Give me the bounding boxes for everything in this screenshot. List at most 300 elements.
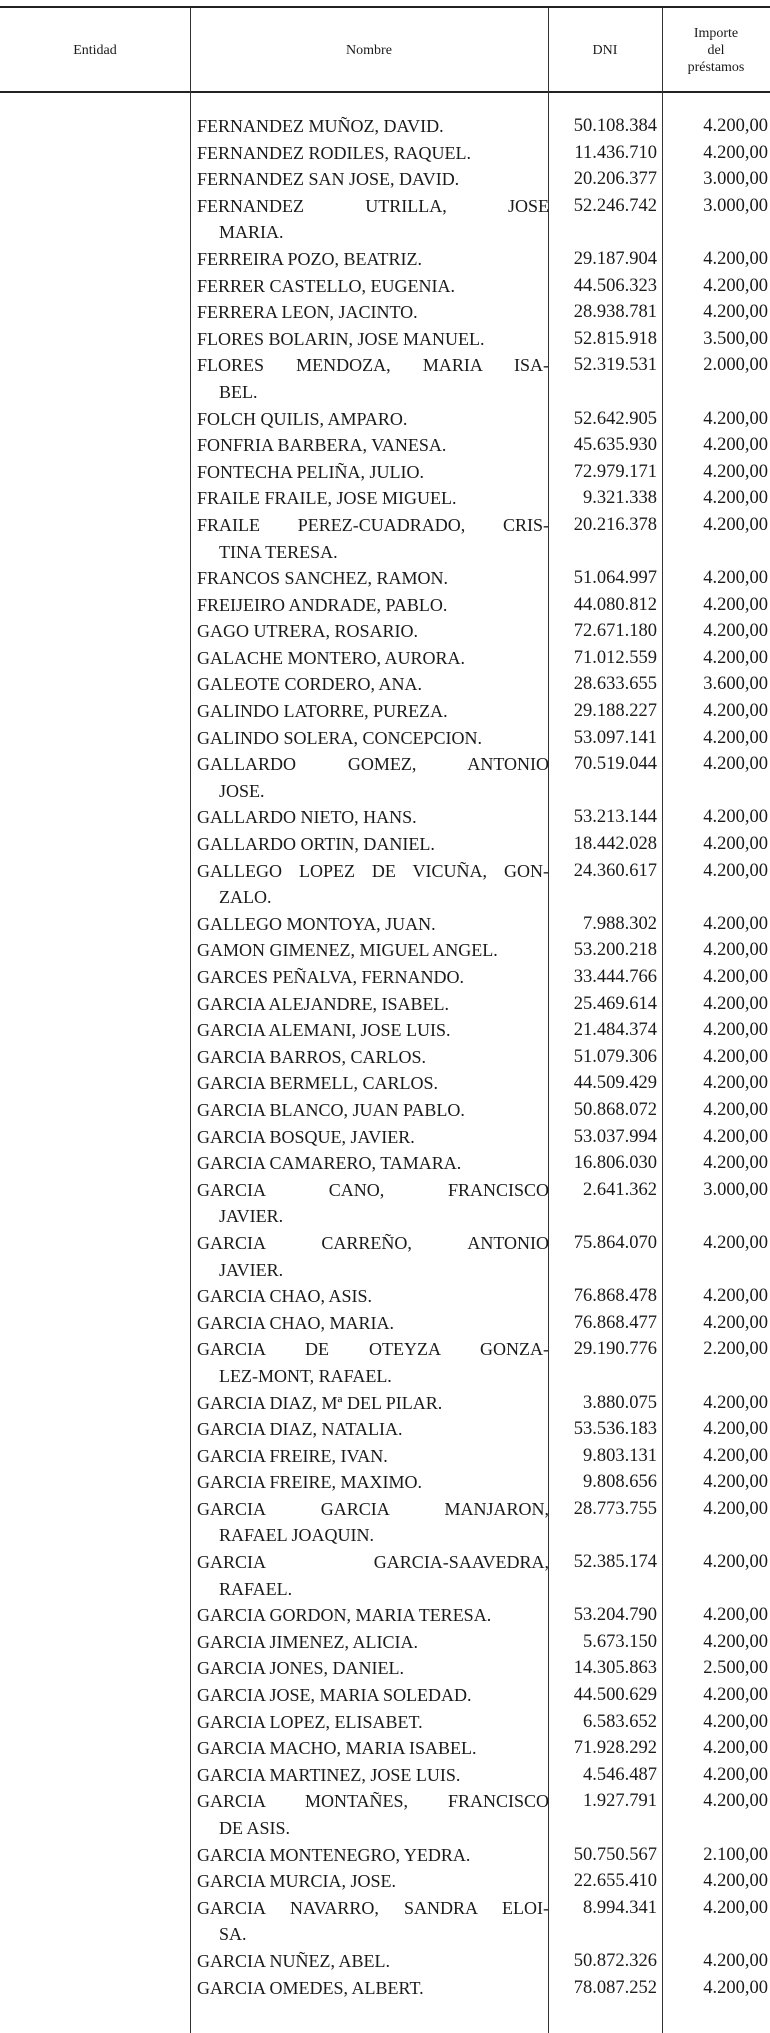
importe-cell [663,858,770,911]
nombre-line: GALLEGO MONTOYA, JUAN. [197,913,436,934]
importe-value: 4.200,00 [703,1711,768,1732]
dni-cell [549,592,663,619]
table-row [0,1682,770,1709]
dni-cell [549,645,663,672]
table-row [0,1602,770,1629]
importe-cell [663,1150,770,1177]
dni-value: 4.546.487 [583,1764,657,1785]
table-row [0,1283,770,1310]
importe-value: 4.200,00 [703,913,768,934]
nombre-cell [190,858,549,911]
importe-value: 4.200,00 [703,1738,768,1759]
table-row [0,565,770,592]
table-row [0,1443,770,1470]
importe-cell [663,193,770,246]
dni-cell [549,1017,663,1044]
dni-cell [549,1975,663,2002]
dni-cell [549,1150,663,1177]
table-row [0,406,770,433]
dni-value: 11.436.710 [574,142,657,163]
nombre-line: MARIA. [219,222,284,243]
table-row [0,1788,770,1841]
nombre-line: GARCIA LOPEZ, ELISABET. [197,1711,423,1732]
importe-value: 4.200,00 [703,1552,768,1573]
nombre-cell [190,725,549,752]
table-row [0,698,770,725]
nombre-line: GALEOTE CORDERO, ANA. [197,674,422,695]
table-row [0,113,770,140]
importe-cell [663,937,770,964]
table-row [0,459,770,486]
table-row [0,911,770,938]
importe-cell [663,1070,770,1097]
importe-value: 2.200,00 [703,1339,768,1360]
nombre-line: GARCIA BARROS, CARLOS. [197,1046,427,1067]
entidad-cell [0,565,190,592]
importe-cell [663,113,770,140]
nombre-line: GARCIA CANO, FRANCISCO [197,1179,549,1200]
dni-cell [549,113,663,140]
dni-value: 20.206.377 [573,169,657,190]
dni-value: 45.635.930 [573,435,657,456]
table-row [0,1868,770,1895]
importe-value: 4.200,00 [703,142,768,163]
table-row [0,1948,770,1975]
nombre-line: FERREIRA POZO, BEATRIZ. [197,248,423,269]
table-row [0,964,770,991]
nombre-cell [190,565,549,592]
nombre-cell [190,1230,549,1283]
table-body [0,113,770,2001]
header-importe-line: del [707,42,725,58]
dni-cell [549,1682,663,1709]
dni-value: 53.213.144 [573,807,657,828]
dni-cell [549,432,663,459]
nombre-cell [190,592,549,619]
importe-cell [663,1655,770,1682]
dni-value: 28.633.655 [573,674,657,695]
dni-value: 29.190.776 [573,1339,657,1360]
dni-value: 53.200.218 [573,940,657,961]
dni-value: 52.246.742 [573,195,657,216]
nombre-line: GALLARDO ORTIN, DANIEL. [197,834,435,855]
entidad-cell [0,618,190,645]
dni-value: 72.671.180 [573,621,657,642]
table-row [0,1150,770,1177]
dni-value: 6.583.652 [583,1711,657,1732]
entidad-cell [0,725,190,752]
nombre-cell [190,1177,549,1230]
importe-value: 3.500,00 [703,328,768,349]
dni-cell [549,1948,663,1975]
nombre-line: FERNANDEZ SAN JOSE, DAVID. [197,169,460,190]
dni-value: 50.108.384 [573,116,657,136]
entidad-cell [0,193,190,246]
nombre-cell [190,1017,549,1044]
nombre-line: FERNANDEZ RODILES, RAQUEL. [197,142,471,163]
entidad-cell [0,1310,190,1337]
dni-cell [549,1044,663,1071]
importe-value: 4.200,00 [703,1977,768,1998]
nombre-line: FRAILE PEREZ-CUADRADO, CRIS- [197,514,549,535]
importe-cell [663,1469,770,1496]
importe-cell [663,565,770,592]
importe-value: 4.200,00 [703,488,768,509]
dni-value: 52.319.531 [573,355,657,376]
entidad-cell [0,1097,190,1124]
dni-cell [549,1230,663,1283]
importe-value: 4.200,00 [703,701,768,722]
table-row [0,858,770,911]
nombre-cell [190,1948,549,1975]
dni-cell [549,565,663,592]
nombre-line: DE ASIS. [219,1818,291,1838]
importe-cell [663,1975,770,2002]
importe-cell [663,964,770,991]
dni-cell [549,1097,663,1124]
entidad-cell [0,1017,190,1044]
table-row [0,352,770,405]
dni-value: 24.360.617 [573,860,657,881]
dni-cell [549,618,663,645]
dni-value: 52.385.174 [573,1552,657,1573]
dni-cell [549,1124,663,1151]
nombre-cell [190,1390,549,1417]
nombre-line: GARCIA MONTENEGRO, YEDRA. [197,1844,471,1865]
dni-value: 52.815.918 [573,328,657,349]
importe-value: 4.200,00 [703,1897,768,1918]
importe-value: 4.200,00 [703,1286,768,1307]
importe-value: 4.200,00 [703,807,768,828]
dni-value: 9.803.131 [583,1445,657,1466]
importe-cell [663,1230,770,1283]
table-row [0,1762,770,1789]
dni-value: 29.187.904 [573,248,657,269]
nombre-line: GARCIA OMEDES, ALBERT. [197,1977,424,1998]
entidad-cell [0,1283,190,1310]
importe-cell [663,406,770,433]
nombre-line: FLORES BOLARIN, JOSE MANUEL. [197,328,485,349]
nombre-line: FRANCOS SANCHEZ, RAMON. [197,568,449,589]
importe-cell [663,1895,770,1948]
nombre-cell [190,326,549,353]
nombre-cell [190,1124,549,1151]
table-row [0,1709,770,1736]
header-dni-label: DNI [592,42,618,58]
importe-value: 4.200,00 [703,1126,768,1147]
importe-cell [663,991,770,1018]
importe-cell [663,299,770,326]
nombre-cell [190,1868,549,1895]
nombre-cell [190,512,549,565]
table-row [0,140,770,167]
entidad-cell [0,1682,190,1709]
importe-cell [663,911,770,938]
nombre-cell [190,937,549,964]
table-row [0,273,770,300]
importe-cell [663,831,770,858]
nombre-line: GARCIA GARCIA-SAAVEDRA, [197,1552,549,1573]
table-row [0,1975,770,2002]
table-row [0,804,770,831]
entidad-cell [0,645,190,672]
importe-value: 4.200,00 [703,647,768,668]
dni-cell [549,1416,663,1443]
table-row [0,618,770,645]
dni-value: 53.097.141 [573,727,657,748]
nombre-line: GARCIA CHAO, ASIS. [197,1286,373,1307]
dni-value: 44.500.629 [573,1685,657,1706]
entidad-cell [0,964,190,991]
entidad-cell [0,299,190,326]
dni-cell [549,299,663,326]
nombre-line: JAVIER. [219,1206,284,1227]
importe-cell [663,1177,770,1230]
dni-cell [549,352,663,405]
dni-cell [549,406,663,433]
dni-value: 70.519.044 [573,754,657,775]
importe-cell [663,432,770,459]
dni-value: 44.506.323 [573,275,657,296]
importe-value: 4.200,00 [703,1445,768,1466]
nombre-line: FERNANDEZ UTRILLA, JOSE [197,195,549,216]
entidad-cell [0,1868,190,1895]
nombre-line: GARCIA CHAO, MARIA. [197,1312,395,1333]
dni-cell [549,1602,663,1629]
dni-cell [549,937,663,964]
nombre-line: GARCIA MONTAÑES, FRANCISCO [197,1791,549,1812]
nombre-line: GALLEGO LOPEZ DE VICUÑA, GON- [197,860,549,881]
nombre-line: JAVIER. [219,1259,284,1280]
header-importe-line: préstamos [687,59,745,75]
nombre-line: GARCIA MURCIA, JOSE. [197,1871,397,1892]
entidad-cell [0,326,190,353]
dni-value: 20.216.378 [573,514,657,535]
table-row [0,326,770,353]
dni-cell [549,459,663,486]
dni-cell [549,1443,663,1470]
importe-value: 4.200,00 [703,1950,768,1971]
importe-cell [663,1097,770,1124]
entidad-cell [0,751,190,804]
dni-cell [549,1390,663,1417]
importe-value: 4.200,00 [703,1472,768,1493]
importe-cell [663,1044,770,1071]
importe-value: 4.200,00 [703,435,768,456]
entidad-cell [0,1177,190,1230]
dni-cell [549,1469,663,1496]
nombre-line: BEL. [219,381,258,402]
importe-cell [663,1496,770,1549]
nombre-cell [190,1469,549,1496]
nombre-line: LEZ-MONT, RAFAEL. [219,1365,392,1386]
nombre-cell [190,1682,549,1709]
importe-cell [663,1602,770,1629]
nombre-line: GALACHE MONTERO, AURORA. [197,647,466,668]
entidad-cell [0,1044,190,1071]
entidad-cell [0,406,190,433]
entidad-cell [0,1469,190,1496]
dni-value: 53.204.790 [573,1605,657,1626]
table-row [0,1735,770,1762]
table-row [0,671,770,698]
dni-cell [549,804,663,831]
dni-cell [549,326,663,353]
entidad-cell [0,432,190,459]
nombre-line: GARCIA MACHO, MARIA ISABEL. [197,1738,477,1759]
nombre-cell [190,618,549,645]
entidad-cell [0,1788,190,1841]
dni-cell [549,273,663,300]
nombre-cell [190,459,549,486]
importe-value: 3.000,00 [703,169,768,190]
entidad-cell [0,273,190,300]
nombre-cell [190,1788,549,1841]
importe-cell [663,1682,770,1709]
nombre-line: GARCIA GORDON, MARIA TERESA. [197,1605,492,1626]
nombre-cell [190,1283,549,1310]
dni-cell [549,1762,663,1789]
dni-value: 9.808.656 [583,1472,657,1493]
importe-cell [663,326,770,353]
importe-value: 4.200,00 [703,1764,768,1785]
dni-cell [549,751,663,804]
entidad-cell [0,698,190,725]
entidad-cell [0,1549,190,1602]
importe-cell [663,1842,770,1869]
nombre-cell [190,1975,549,2002]
importe-cell [663,671,770,698]
importe-cell [663,1416,770,1443]
header-importe-line: Importe [693,25,739,41]
table-row [0,831,770,858]
entidad-cell [0,671,190,698]
table-row [0,1496,770,1549]
nombre-line: JOSE. [219,780,265,801]
nombre-cell [190,1044,549,1071]
entidad-cell [0,512,190,565]
nombre-cell [190,193,549,246]
header-nombre-label: Nombre [346,42,392,58]
nombre-cell [190,1336,549,1389]
entidad-cell [0,1602,190,1629]
nombre-cell [190,698,549,725]
importe-cell [663,1017,770,1044]
dni-cell [549,911,663,938]
table-row [0,1842,770,1869]
nombre-cell [190,406,549,433]
header-entidad [0,8,190,92]
importe-value: 4.200,00 [703,275,768,296]
dni-value: 14.305.863 [573,1658,657,1679]
importe-value: 2.100,00 [703,1844,768,1865]
dni-value: 53.536.183 [573,1419,657,1440]
nombre-cell [190,246,549,273]
table-row [0,1390,770,1417]
table-row [0,166,770,193]
nombre-cell [190,1310,549,1337]
entidad-cell [0,113,190,140]
entidad-cell [0,1124,190,1151]
entidad-cell [0,1336,190,1389]
dni-cell [549,246,663,273]
importe-cell [663,1629,770,1656]
importe-value: 4.200,00 [703,1232,768,1253]
dni-value: 28.773.755 [573,1498,657,1519]
nombre-cell [190,1549,549,1602]
entidad-cell [0,831,190,858]
importe-value: 4.200,00 [703,1605,768,1626]
table-row [0,1629,770,1656]
entidad-cell [0,1629,190,1656]
importe-value: 4.200,00 [703,461,768,482]
importe-cell [663,1283,770,1310]
dni-cell [549,1709,663,1736]
nombre-line: FRAILE FRAILE, JOSE MIGUEL. [197,488,457,509]
dni-value: 1.927.791 [583,1791,657,1812]
dni-cell [549,512,663,565]
entidad-cell [0,804,190,831]
dni-value: 7.988.302 [583,913,657,934]
dni-value: 76.868.477 [573,1312,657,1333]
entidad-cell [0,1762,190,1789]
importe-value: 4.200,00 [703,754,768,775]
importe-value: 4.200,00 [703,568,768,589]
dni-cell [549,964,663,991]
table-row [0,1310,770,1337]
importe-value: 4.200,00 [703,1419,768,1440]
table-row [0,1469,770,1496]
importe-cell [663,1735,770,1762]
nombre-line: GARCIA FREIRE, MAXIMO. [197,1472,423,1493]
importe-cell [663,352,770,405]
importe-cell [663,804,770,831]
table-row [0,1124,770,1151]
importe-cell [663,512,770,565]
dni-value: 71.012.559 [573,647,657,668]
nombre-line: SA. [219,1924,247,1945]
dni-value: 9.321.338 [583,488,657,509]
entidad-cell [0,1895,190,1948]
importe-value: 3.000,00 [703,195,768,216]
dni-value: 18.442.028 [573,834,657,855]
nombre-line: GARCIA DIAZ, NATALIA. [197,1419,403,1440]
importe-cell [663,459,770,486]
dni-value: 2.641.362 [583,1179,657,1200]
importe-value: 4.200,00 [703,408,768,429]
table-row [0,1177,770,1230]
nombre-cell [190,911,549,938]
dni-cell [549,193,663,246]
nombre-line: FERRER CASTELLO, EUGENIA. [197,275,455,296]
table-row [0,1230,770,1283]
entidad-cell [0,1496,190,1549]
table-row [0,1044,770,1071]
dni-cell [549,166,663,193]
nombre-line: GAMON GIMENEZ, MIGUEL ANGEL. [197,940,498,961]
importe-value: 4.200,00 [703,1046,768,1067]
nombre-cell [190,1842,549,1869]
importe-value: 4.200,00 [703,1020,768,1041]
importe-value: 4.200,00 [703,1631,768,1652]
entidad-cell [0,485,190,512]
dni-value: 50.872.326 [573,1950,657,1971]
nombre-line: GALINDO SOLERA, CONCEPCION. [197,727,483,748]
dni-cell [549,1868,663,1895]
nombre-line: GALINDO LATORRE, PUREZA. [197,701,448,722]
importe-cell [663,1762,770,1789]
entidad-cell [0,1070,190,1097]
